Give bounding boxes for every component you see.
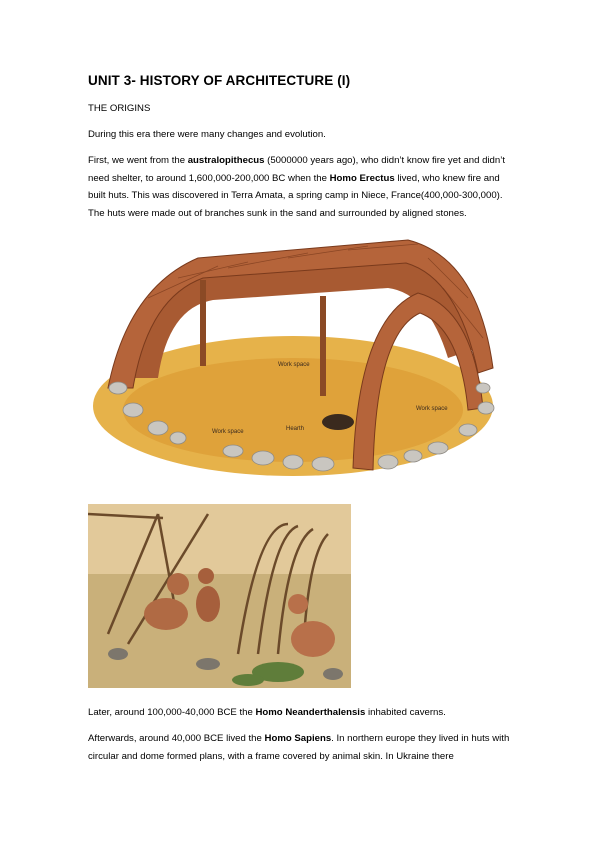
label-work-space-3: Work space [212, 429, 244, 435]
hearth [322, 414, 354, 430]
text-run: inhabited caverns. [365, 707, 446, 718]
hut-floor-shade [123, 358, 463, 462]
label-hearth: Hearth [286, 426, 305, 432]
label-work-space-1: Work space [278, 362, 310, 368]
hut-post [320, 296, 326, 396]
bold-term-homo-erectus: Homo Erectus [329, 172, 395, 184]
text-run: (5000000 years ago), who didn’t know fire yet and didn’t need shelter, to around 1,600,000-200,000 BC when the [88, 155, 506, 184]
bold-term-australopithecus: australopithecus [187, 155, 265, 166]
hut-illustration [88, 238, 508, 500]
label-work-space-2: Work space [416, 406, 448, 412]
paragraph-later [88, 704, 518, 722]
page-title: UNIT 3- HISTORY OF ARCHITECTURE (I) [88, 73, 351, 88]
paragraph-afterwards [88, 730, 518, 765]
paragraph-era: During this era there were many changes and evolution. [88, 129, 326, 140]
hut-post [200, 280, 206, 366]
text-run: . In northern europe they lived in huts with circular and dome formed plans, with a frame covered by animal skin. In Ukraine there [88, 733, 510, 762]
paragraph-first [88, 152, 518, 222]
bold-term-homo-neanderthalensis: Homo Neanderthalensis [255, 707, 366, 718]
photo-sky [88, 504, 351, 574]
bold-term-homo-sapiens: Homo Sapiens [264, 733, 332, 744]
text-run: First, we went from the [88, 155, 188, 166]
section-heading: THE ORIGINS [88, 103, 151, 114]
people-building-hut-photo [88, 504, 351, 688]
text-run: Later, around 100,000-40,000 BCE the [88, 707, 256, 718]
text-run: lived, who knew fire and built huts. This was discovered in Terra Amata, a spring camp in Niece, France(400,000-300,000). The huts were made out of branches sunk in the sand and surrounded by aligned stones. [88, 172, 503, 219]
text-run: Afterwards, around 40,000 BCE lived the [88, 733, 265, 744]
